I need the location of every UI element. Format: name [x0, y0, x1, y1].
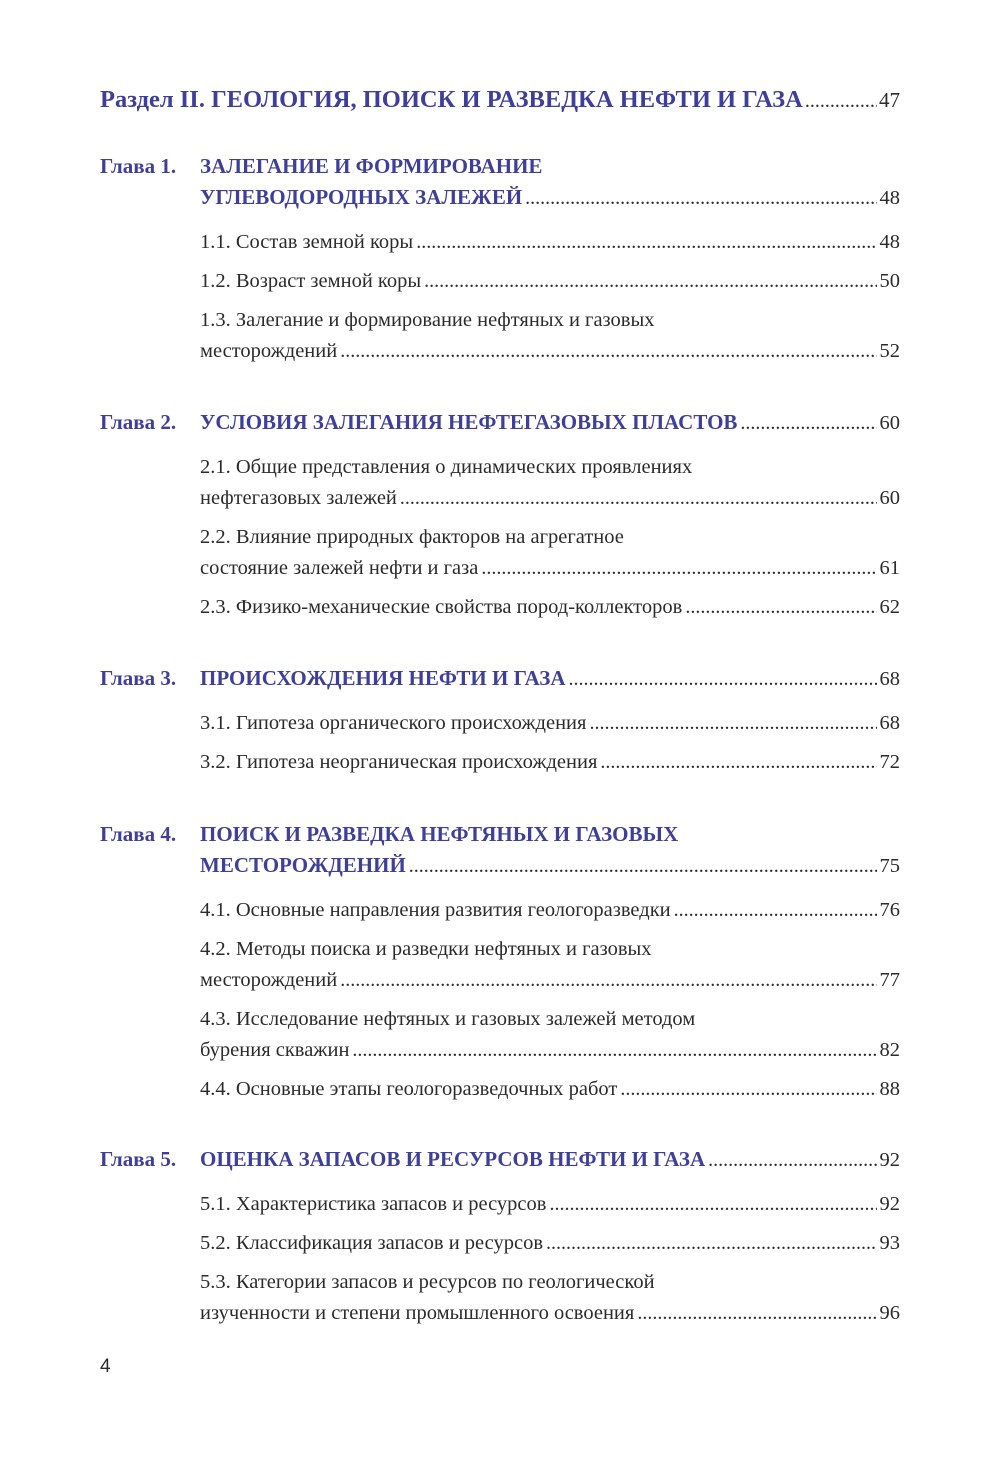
dot-leader — [805, 81, 877, 121]
entry-title-line2: месторождений — [200, 969, 338, 991]
toc-entry[interactable] — [200, 1228, 900, 1259]
entry-title-line1: 1.3. Залегание и формирование нефтяных и газовых — [200, 309, 655, 331]
entry-title-line2: состояние залежей нефти и газа — [200, 557, 479, 579]
dot-leader — [481, 553, 876, 584]
page-number: 4 — [100, 1356, 111, 1377]
entry-title: 5.1. Характеристика запасов и ресурсов — [200, 1193, 547, 1215]
entry-page-number: 61 — [879, 557, 900, 579]
entry-page-number: 77 — [879, 969, 900, 991]
toc-entry[interactable] — [200, 934, 900, 996]
chapter-5 — [100, 1144, 900, 1337]
entry-page-number: 48 — [879, 231, 900, 253]
chapter-3 — [100, 663, 900, 786]
dot-leader — [400, 483, 877, 514]
entry-title-line2: нефтегазовых залежей — [200, 487, 397, 509]
dot-leader — [620, 1074, 876, 1105]
chapter-heading[interactable] — [200, 819, 900, 882]
chapter-page-number: 68 — [879, 668, 900, 690]
entry-title-line1: 5.3. Категории запасов и ресурсов по геологической — [200, 1271, 655, 1293]
dot-leader — [525, 183, 876, 214]
entry-page-number: 60 — [879, 487, 900, 509]
toc-entry[interactable] — [200, 227, 900, 258]
chapter-title: ПРОИСХОЖДЕНИЯ НЕФТИ И ГАЗА — [200, 666, 566, 690]
entry-title: 3.2. Гипотеза неорганическая происхождения — [200, 751, 598, 773]
chapter-page-number: 92 — [879, 1149, 900, 1171]
entry-page-number: 50 — [879, 270, 900, 292]
chapter-page-number: 48 — [879, 187, 900, 209]
chapter-label: Глава 4. — [100, 822, 177, 846]
chapter-heading[interactable] — [200, 663, 900, 695]
entry-page-number: 62 — [879, 596, 900, 618]
section-title: Раздел II. ГЕОЛОГИЯ, ПОИСК И РАЗВЕДКА НЕФТИ И ГАЗА — [100, 86, 803, 113]
chapter-page-number: 60 — [879, 412, 900, 434]
entry-title: 4.1. Основные направления развития геологоразведки — [200, 899, 671, 921]
dot-leader — [352, 1035, 876, 1066]
section-page-number: 47 — [879, 88, 900, 112]
dot-leader — [708, 1145, 876, 1176]
dot-leader — [340, 965, 876, 996]
entry-title-line2: месторождений — [200, 340, 338, 362]
entry-title-line1: 2.2. Влияние природных факторов на агрегатное — [200, 526, 624, 548]
chapter-heading[interactable] — [200, 1144, 900, 1176]
dot-leader — [409, 851, 877, 882]
dot-leader — [589, 708, 876, 739]
chapter-2 — [100, 407, 900, 631]
entry-page-number: 68 — [879, 712, 900, 734]
chapter-title-line1: ПОИСК И РАЗВЕДКА НЕФТЯНЫХ И ГАЗОВЫХ — [200, 822, 679, 846]
toc-entry[interactable] — [200, 1074, 900, 1105]
entry-title: 3.1. Гипотеза органического происхождения — [200, 712, 587, 734]
entry-page-number: 82 — [879, 1039, 900, 1061]
entry-title: 4.4. Основные этапы геологоразведочных работ — [200, 1078, 618, 1100]
entry-page-number: 96 — [879, 1302, 900, 1324]
entry-page-number: 52 — [879, 340, 900, 362]
dot-leader — [546, 1228, 876, 1259]
toc-entry[interactable] — [200, 452, 900, 514]
chapter-title: ОЦЕНКА ЗАПАСОВ И РЕСУРСОВ НЕФТИ И ГАЗА — [200, 1147, 706, 1171]
chapter-heading[interactable] — [200, 407, 900, 439]
entry-title: 1.1. Состав земной коры — [200, 231, 414, 253]
toc-entry[interactable] — [200, 1004, 900, 1066]
chapter-1 — [100, 151, 900, 375]
chapter-label: Глава 1. — [100, 154, 177, 178]
chapter-page-number: 75 — [879, 855, 900, 877]
entry-title: 2.3. Физико-механические свойства пород-коллекторов — [200, 596, 683, 618]
dot-leader — [740, 408, 876, 439]
entry-title: 5.2. Классификация запасов и ресурсов — [200, 1232, 544, 1254]
entry-page-number: 88 — [879, 1078, 900, 1100]
chapter-4 — [100, 819, 900, 1113]
chapter-label: Глава 3. — [100, 666, 177, 690]
dot-leader — [637, 1298, 876, 1329]
toc-entry[interactable] — [200, 266, 900, 297]
chapter-label: Глава 5. — [100, 1147, 177, 1171]
toc-entry[interactable] — [200, 895, 900, 926]
entry-page-number: 76 — [879, 899, 900, 921]
entry-page-number: 93 — [879, 1232, 900, 1254]
entry-page-number: 92 — [879, 1193, 900, 1215]
dot-leader — [600, 747, 876, 778]
dot-leader — [340, 336, 876, 367]
entry-title-line1: 4.3. Исследование нефтяных и газовых залежей методом — [200, 1008, 696, 1030]
entry-title-line2: изученности и степени промышленного освоения — [200, 1302, 635, 1324]
chapter-title-line2: УГЛЕВОДОРОДНЫХ ЗАЛЕЖЕЙ — [200, 185, 523, 209]
toc-entry[interactable] — [200, 592, 900, 623]
entry-title-line1: 4.2. Методы поиска и разведки нефтяных и газовых — [200, 938, 652, 960]
toc-entry[interactable] — [200, 708, 900, 739]
dot-leader — [424, 266, 876, 297]
chapter-heading[interactable] — [200, 151, 900, 214]
entry-title-line2: бурения скважин — [200, 1039, 350, 1061]
toc-entry[interactable] — [200, 747, 900, 778]
toc-entry[interactable] — [200, 522, 900, 584]
toc-entry[interactable] — [200, 1267, 900, 1329]
entry-title: 1.2. Возраст земной коры — [200, 270, 422, 292]
dot-leader — [674, 895, 877, 926]
dot-leader — [416, 227, 876, 258]
section-heading[interactable] — [100, 80, 900, 121]
dot-leader — [685, 592, 876, 623]
chapter-title-line1: ЗАЛЕГАНИЕ И ФОРМИРОВАНИЕ — [200, 154, 543, 178]
entry-page-number: 72 — [879, 751, 900, 773]
entry-title-line1: 2.1. Общие представления о динамических проявлениях — [200, 456, 693, 478]
toc-entry[interactable] — [200, 1189, 900, 1220]
chapter-title-line2: МЕСТОРОЖДЕНИЙ — [200, 853, 406, 877]
chapter-label: Глава 2. — [100, 410, 177, 434]
toc-entry[interactable] — [200, 305, 900, 367]
chapter-title: УСЛОВИЯ ЗАЛЕГАНИЯ НЕФТЕГАЗОВЫХ ПЛАСТОВ — [200, 410, 738, 434]
dot-leader — [569, 664, 877, 695]
dot-leader — [549, 1189, 876, 1220]
